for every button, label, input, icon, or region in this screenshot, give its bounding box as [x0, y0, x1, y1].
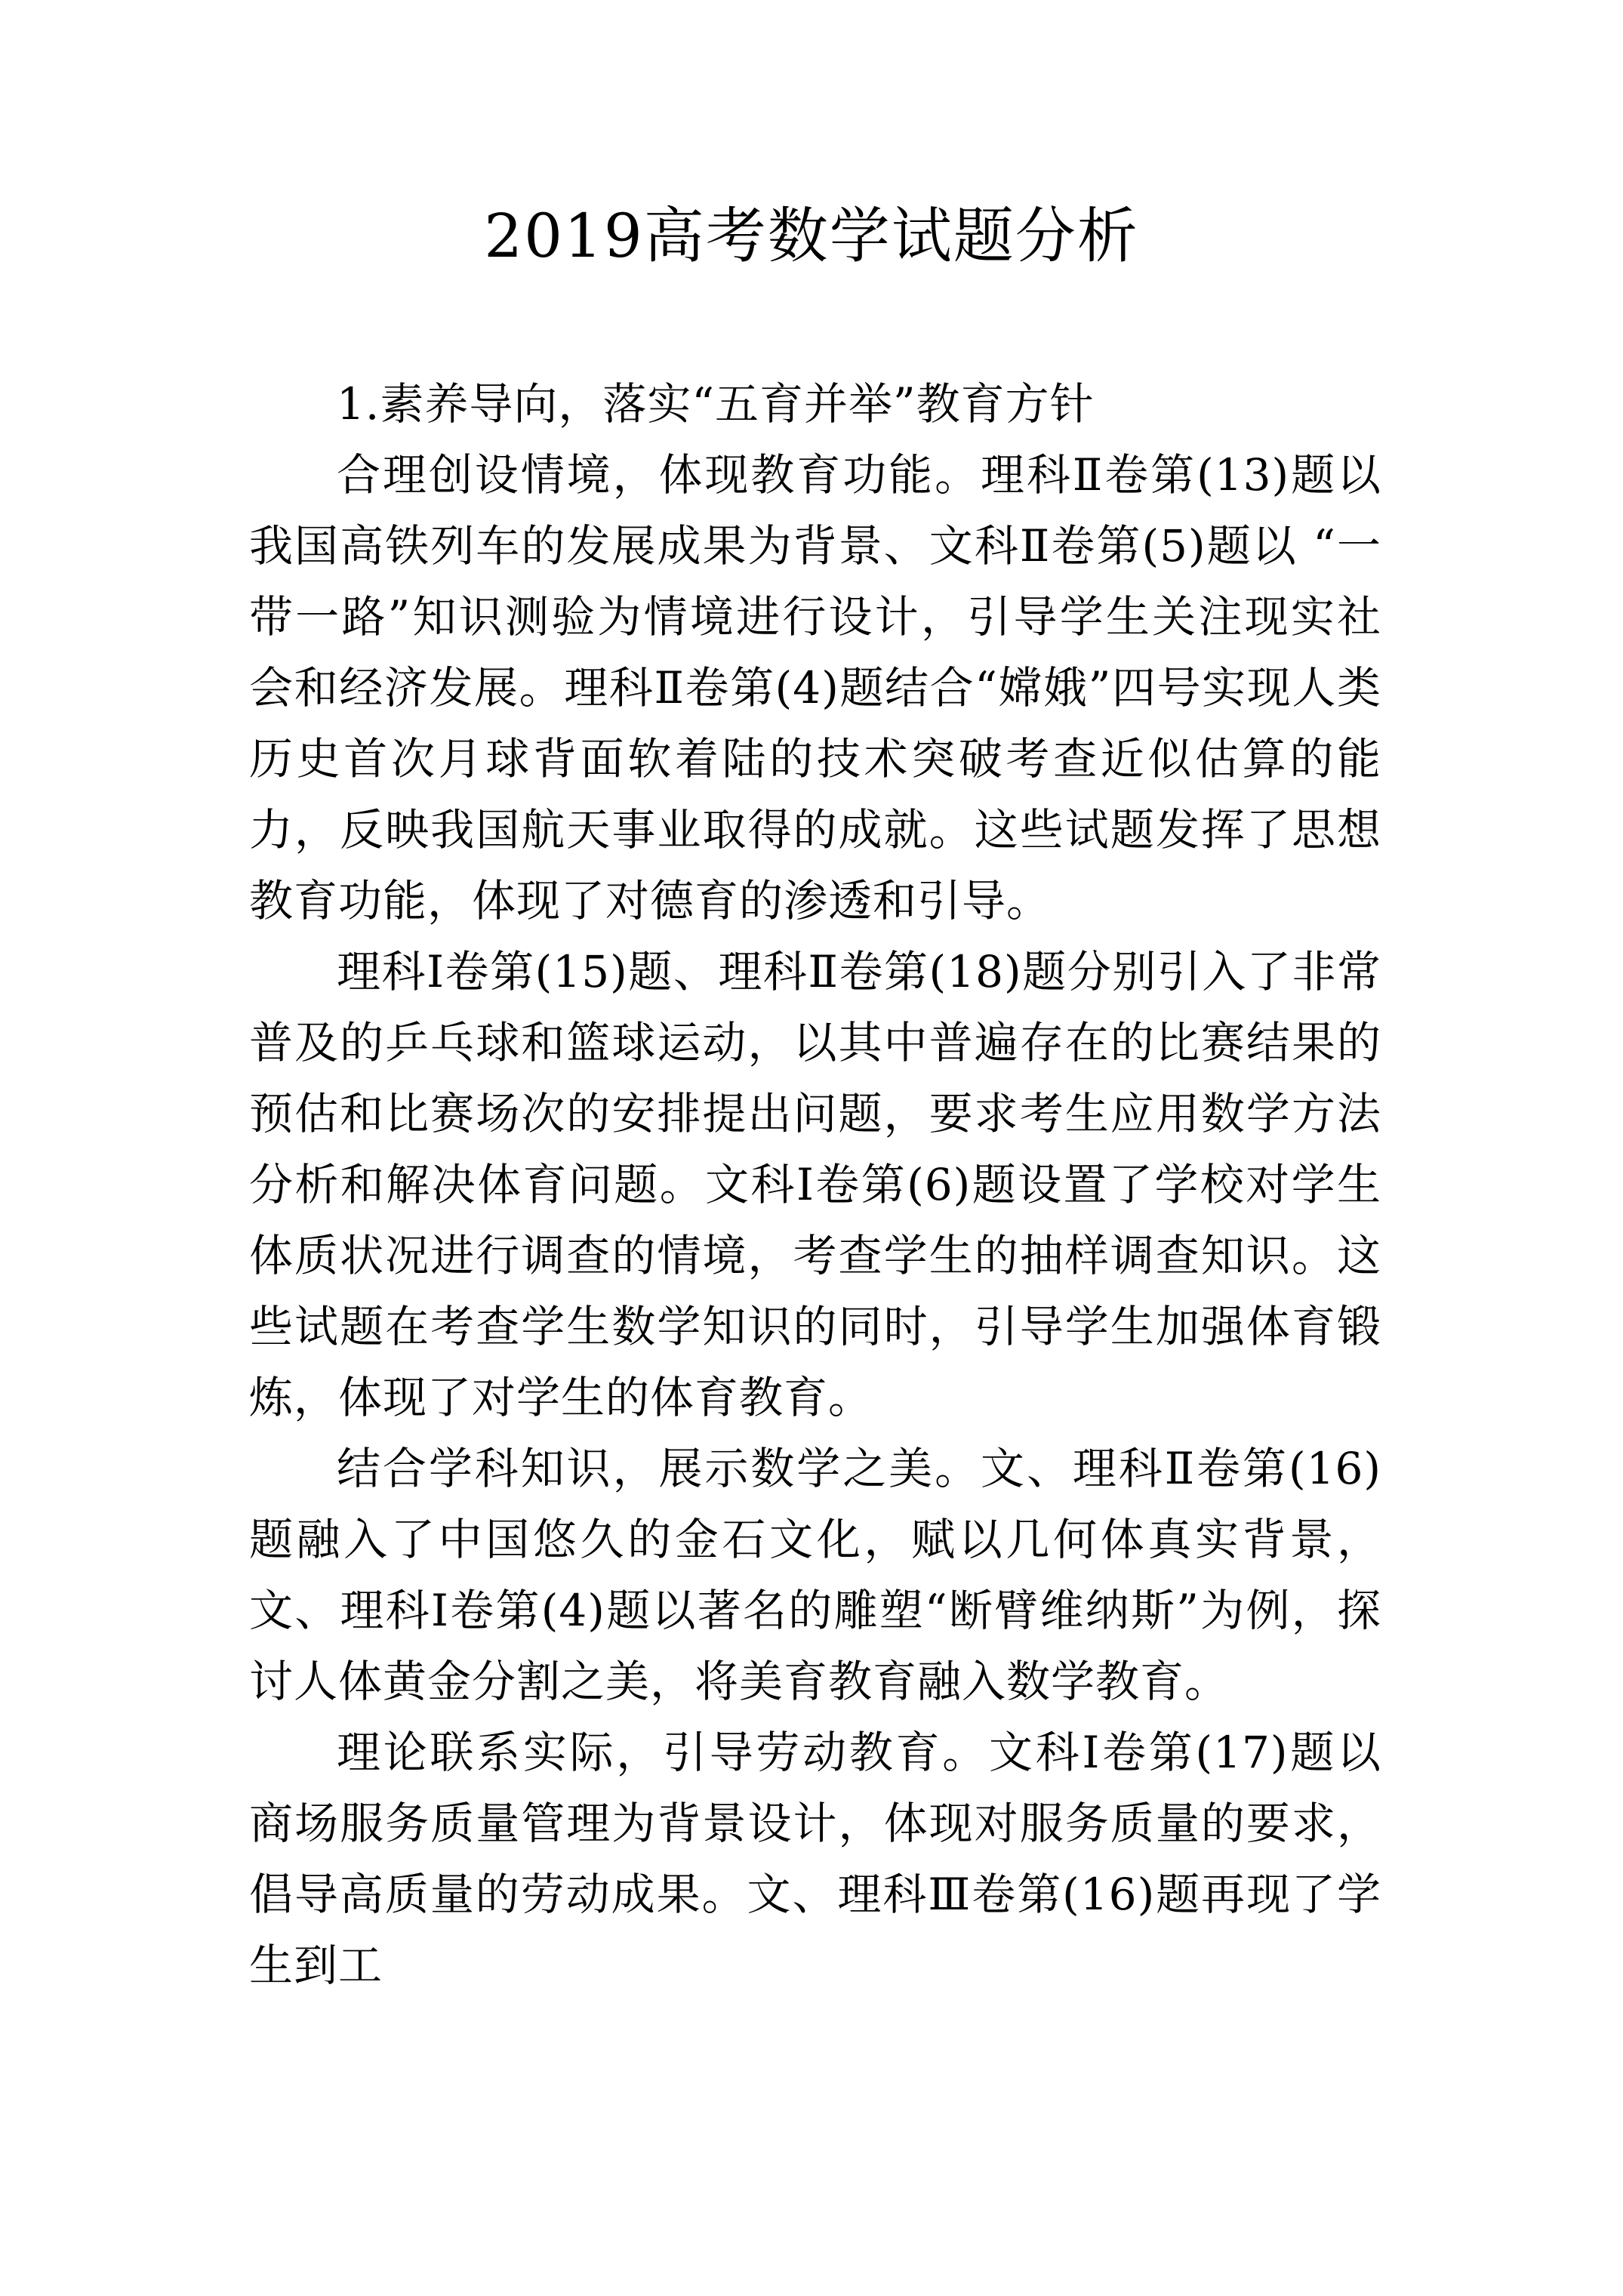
paragraph-physical-education: 理科Ⅰ卷第(15)题、理科Ⅱ卷第(18)题分别引入了非常普及的乒乓球和篮球运动，以其中普遍存在的比赛结果的预估和比赛场次的安排提出问题，要求考生应用数学方法分析和解决体育问题。文科Ⅰ卷第(6)题设置了学校对学生体质状况进行调查的情境，考查学生的抽样调查知识。这些试题在考查学生数学知识的同时，引导学生加强体育锻炼，体现了对学生的体育教育。	[249, 946, 1381, 1423]
paragraph-labor-education: 理论联系实际，引导劳动教育。文科Ⅰ卷第(17)题以商场服务质量管理为背景设计，体现对服务质量的要求，倡导高质量的劳动成果。文、理科Ⅲ卷第(16)题再现了学生到工	[249, 1727, 1381, 1991]
paragraph-aesthetic-education: 结合学科知识，展示数学之美。文、理科Ⅱ卷第(16)题融入了中国悠久的金石文化，赋以几何体真实背景，文、理科Ⅰ卷第(4)题以著名的雕塑“断臂维纳斯”为例，探讨人体黄金分割之美，将美育教育融入数学教育。	[249, 1443, 1381, 1707]
document-body	[249, 368, 1381, 2001]
paragraph-moral-education: 合理创设情境，体现教育功能。理科Ⅱ卷第(13)题以我国高铁列车的发展成果为背景、文科Ⅱ卷第(5)题以 “一带一路”知识测验为情境进行设计，引导学生关注现实社会和经济发展。理科Ⅱ卷第(4)题结合“嫦娥”四号实现人类历史首次月球背面软着陆的技术突破考查近似估算的能力，反映我国航天事业取得的成就。这些试题发挥了思想教育功能，体现了对德育的渗透和引导。	[249, 449, 1381, 926]
page-title: 2019高考数学试题分析	[484, 201, 1139, 271]
section-heading: 1.素养导向，落实“五育并举”教育方针	[337, 378, 1095, 430]
